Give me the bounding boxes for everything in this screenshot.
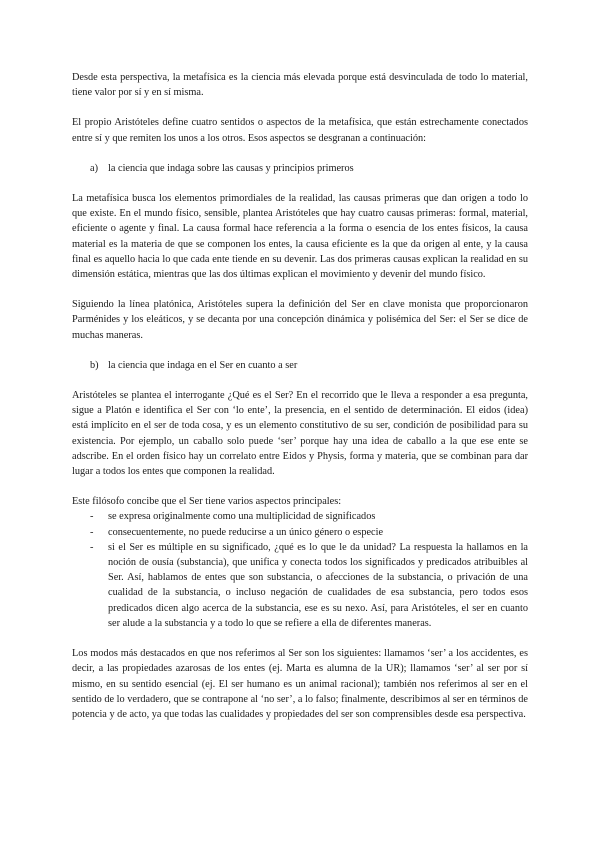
spacer [72, 146, 528, 161]
bullet-dash: - [90, 541, 94, 553]
paragraph-platonic: Siguiendo la línea platónica, Aristóteles supera la definición del Ser en clave monista que proporcionaron Parménides y los eleáticos, y se decanta por una concepción dinámica y polisémica del Ser: el Ser se dice de muchas maneras. [72, 299, 528, 341]
document-page [72, 70, 528, 722]
spacer [72, 631, 528, 646]
paragraph-causes: La metafísica busca los elementos primordiales de la realidad, las causas primeras que dan origen a todo lo que existe. En el mundo físico, sensible, plantea Aristóteles que hay cuatro causas primeras: formal, material, eficiente o agente y final. La causa formal hace referencia a la forma o esencia de los entes físicos, la causa material es la materia de que se componen los entes, la causa eficiente es la que da origen al ente, y la causa final es aquello hacia lo que cada ente tiende en su devenir. Las dos primeras causas explican la realidad en su dimensión estática, mientras que las dos últimas explican el movimiento y devenir del mundo físico. [72, 193, 528, 281]
paragraph-question: Aristóteles se plantea el interrogante ¿Qué es el Ser? En el recorrido que le lleva a responder a esa pregunta, sigue a Platón e identifica el Ser con ‘lo ente’, la presencia, en el sentido de determinación. El eidos (idea) está implícito en el ser de toda cosa, y es un elemento constitutivo de su ser, condición de posibilidad para su existencia. Por ejemplo, un caballo solo puede ‘ser’ porque hay una idea de caballo a la que ese ente se adscribe. En el orden físico hay un correlato entre Eidos y Physis, forma y materia, que se combinan para dar lugar a todos los entes que componen la realidad. [72, 390, 528, 478]
list-item [90, 525, 528, 540]
bullet-text: consecuentemente, no puede reducirse a un único género o especie [108, 526, 384, 538]
spacer [72, 100, 528, 115]
section-heading-b [90, 358, 528, 373]
list-item [90, 509, 528, 524]
spacer [72, 343, 528, 358]
heading-text-a: la ciencia que indaga sobre las causas y principios primeros [108, 162, 354, 174]
spacer [72, 479, 528, 494]
heading-text-b: la ciencia que indaga en el Ser en cuanto a ser [108, 359, 298, 371]
bullet-text: si el Ser es múltiple en su significado, ¿qué es lo que le da unidad? La respuesta la hallamos en la noción de ousía (substancia), que unifica y conecta todos los significados y predicados atribuibles al Ser. Así, hablamos de entes que son substancia, o afecciones de la substancia, o privación de una cualidad de la substancia, o incluso negación de cualidades de esa substancia, pero todos esos predicados dicen algo acerca de la substancia, ese es su nexo. Así, para Aristóteles, el ser en cuanto ser alude a la substancia y a todo lo que se refiere a ella de diferentes maneras. [108, 541, 528, 629]
section-heading-a [90, 161, 528, 176]
heading-marker-a: a) [90, 162, 98, 174]
spacer [72, 282, 528, 297]
bullet-text: se expresa originalmente como una multiplicidad de significados [108, 511, 376, 523]
bullet-dash: - [90, 526, 94, 538]
aspects-list [72, 509, 528, 631]
spacer [72, 373, 528, 388]
bullet-dash: - [90, 511, 94, 523]
spacer [72, 176, 528, 191]
paragraph-senses: El propio Aristóteles define cuatro sentidos o aspectos de la metafísica, que están estrechamente conectados entre sí y que remiten los unos a los otros. Esos aspectos se desgranan a continuación: [72, 117, 528, 144]
list-item [90, 540, 528, 631]
paragraph-intro: Desde esta perspectiva, la metafísica es la ciencia más elevada porque está desvinculada de todo lo material, tiene valor por sí y en sí misma. [72, 72, 528, 99]
paragraph-modes: Los modos más destacados en que nos referimos al Ser son los siguientes: llamamos ‘ser’ a los accidentes, es decir, a las propiedades azarosas de los entes (ej. Marta es alumna de la UR); llamamos ‘ser’ al ser por sí mismo, en su sentido esencial (ej. El ser humano es un animal racional); también nos referimos al ser en el sentido de lo verdadero, que se contrapone al ‘no ser’, a lo falso; finalmente, describimos al ser en términos de potencia y de acto, ya que todas las cualidades y propiedades del ser son comprensibles desde esa perspectiva. [72, 648, 528, 720]
heading-marker-b: b) [90, 359, 99, 371]
paragraph-aspects-intro: Este filósofo concibe que el Ser tiene varios aspectos principales: [72, 496, 342, 508]
